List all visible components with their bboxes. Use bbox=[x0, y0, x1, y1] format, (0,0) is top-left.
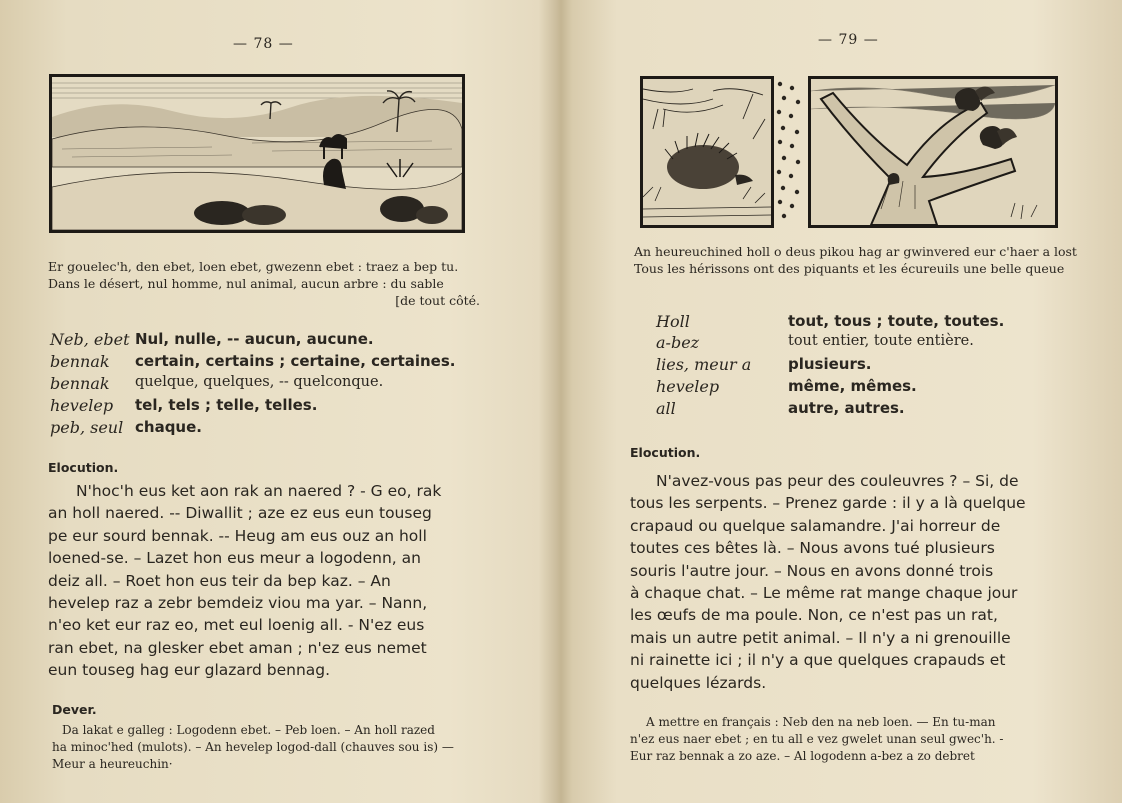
vocab-breton: hevelep bbox=[656, 377, 720, 396]
dot-pattern-image bbox=[774, 78, 804, 222]
vocab-french: autre, autres. bbox=[788, 399, 905, 417]
exercise-text bbox=[630, 714, 1082, 765]
desert-scene-image bbox=[52, 77, 462, 230]
text-line: toutes ces bêtes là. – Nous avons tué plusieurs bbox=[630, 539, 995, 558]
hedgehog-image bbox=[643, 79, 771, 225]
vocab-french: même, mêmes. bbox=[788, 377, 917, 395]
vocab-french: quelque, quelques, -- quelconque. bbox=[135, 374, 384, 390]
squirrel-tree-image bbox=[811, 79, 1055, 225]
text-line: Da lakat e galleg : Logodenn ebet. – Peb loen. – An holl razed bbox=[62, 723, 435, 737]
squirrel-tree-illustration bbox=[808, 76, 1058, 228]
vocab-french: plusieurs. bbox=[788, 355, 872, 373]
text-line: tous les serpents. – Prenez garde : il y a là quelque bbox=[630, 494, 1026, 513]
text-line: N'avez-vous pas peur des couleuvres ? – Si, de bbox=[656, 472, 1019, 490]
hedgehog-illustration bbox=[640, 76, 774, 228]
caption-french: Tous les hérissons ont des piquants et les écureuils une belle queue bbox=[634, 261, 1065, 276]
text-line: Eur raz bennak a zo aze. – Al logodenn a-bez a zo debret bbox=[630, 749, 975, 763]
vocab-breton: lies, meur a bbox=[656, 355, 752, 374]
elocution-heading: Elocution. bbox=[630, 445, 701, 460]
vocabulary-table bbox=[656, 312, 1096, 424]
text-line: ha minoc'hed (mulots). – An hevelep logod-dall (chauves sou is) — bbox=[52, 740, 454, 754]
right-page bbox=[560, 0, 1122, 803]
text-line: eun touseg hag eur glazard bennag. bbox=[48, 661, 331, 680]
vocab-breton: hevelep bbox=[50, 396, 114, 415]
text-line: n'ez eus naer ebet ; en tu all e vez gwelet unan seul gwec'h. - bbox=[630, 732, 1004, 746]
vocab-breton: all bbox=[656, 399, 676, 418]
vocab-breton: peb, seul bbox=[50, 418, 124, 437]
elocution-text bbox=[48, 480, 486, 682]
vocab-breton: bennak bbox=[50, 374, 110, 393]
caption-french: Dans le désert, nul homme, nul animal, aucun arbre : du sable bbox=[48, 276, 444, 291]
text-line: N'hoc'h eus ket aon rak an naered ? - G eo, rak bbox=[76, 482, 442, 500]
vocab-french: tout, tous ; toute, toutes. bbox=[788, 312, 1005, 330]
text-line: A mettre en français : Neb den na neb loen. — En tu-man bbox=[646, 715, 996, 729]
page-number: — 78 — bbox=[233, 36, 294, 52]
text-line: ni rainette ici ; il n'y a que quelques crapauds et bbox=[630, 651, 1006, 670]
text-line: crapaud ou quelque salamandre. J'ai horreur de bbox=[630, 516, 1001, 535]
dever-text bbox=[52, 722, 488, 773]
dever-heading: Dever. bbox=[52, 702, 97, 717]
ornament-dots bbox=[774, 78, 804, 222]
text-line: quelques lézards. bbox=[630, 673, 767, 692]
text-line: souris l'autre jour. – Nous en avons donné trois bbox=[630, 561, 994, 580]
text-line: pe eur sourd bennak. -- Heug am eus ouz an holl bbox=[48, 526, 427, 545]
text-line: ran ebet, na glesker ebet aman ; n'ez eus nemet bbox=[48, 638, 427, 657]
text-line: les œufs de ma poule. Non, ce n'est pas un rat, bbox=[630, 606, 998, 625]
caption-breton: An heureuchined holl o deus pikou hag ar gwinvered eur c'haer a lost bbox=[634, 244, 1077, 259]
vocab-breton: a-bez bbox=[656, 333, 700, 352]
vocab-french: tel, tels ; telle, telles. bbox=[135, 396, 318, 414]
page-number: — 79 — bbox=[818, 32, 879, 48]
text-line: n'eo ket eur raz eo, met eul loenig all. - N'ez eus bbox=[48, 616, 425, 635]
caption-french-end: [de tout côté. bbox=[395, 293, 480, 308]
vocab-breton: bennak bbox=[50, 352, 110, 371]
vocab-french: certain, certains ; certaine, certaines. bbox=[135, 352, 456, 370]
illustration-caption bbox=[48, 258, 480, 309]
text-line: an holl naered. -- Diwallit ; aze ez eus eun touseg bbox=[48, 504, 432, 523]
text-line: loened-se. – Lazet hon eus meur a logodenn, an bbox=[48, 549, 421, 568]
illustration-caption bbox=[634, 243, 1120, 277]
desert-illustration bbox=[49, 74, 465, 233]
vocab-french: chaque. bbox=[135, 418, 202, 436]
text-line: Meur a heureuchin· bbox=[52, 757, 173, 771]
elocution-heading: Elocution. bbox=[48, 460, 119, 475]
vocab-breton: Holl bbox=[656, 312, 690, 331]
vocab-breton: Neb, ebet bbox=[50, 330, 130, 349]
elocution-text bbox=[630, 470, 1067, 694]
left-page bbox=[0, 0, 556, 803]
vocab-french: tout entier, toute entière. bbox=[788, 333, 974, 349]
caption-breton: Er gouelec'h, den ebet, loen ebet, gwezenn ebet : traez a bep tu. bbox=[48, 259, 459, 274]
text-line: deiz all. – Roet hon eus teir da bep kaz. – An bbox=[48, 571, 391, 590]
vocab-french: Nul, nulle, -- aucun, aucune. bbox=[135, 330, 374, 348]
vocabulary-table bbox=[50, 330, 490, 442]
text-line: à chaque chat. – Le même rat mange chaque jour bbox=[630, 583, 1018, 602]
text-line: hevelep raz a zebr bemdeiz viou ma yar. – Nann, bbox=[48, 593, 428, 612]
text-line: mais un autre petit animal. – Il n'y a ni grenouille bbox=[630, 628, 1011, 647]
